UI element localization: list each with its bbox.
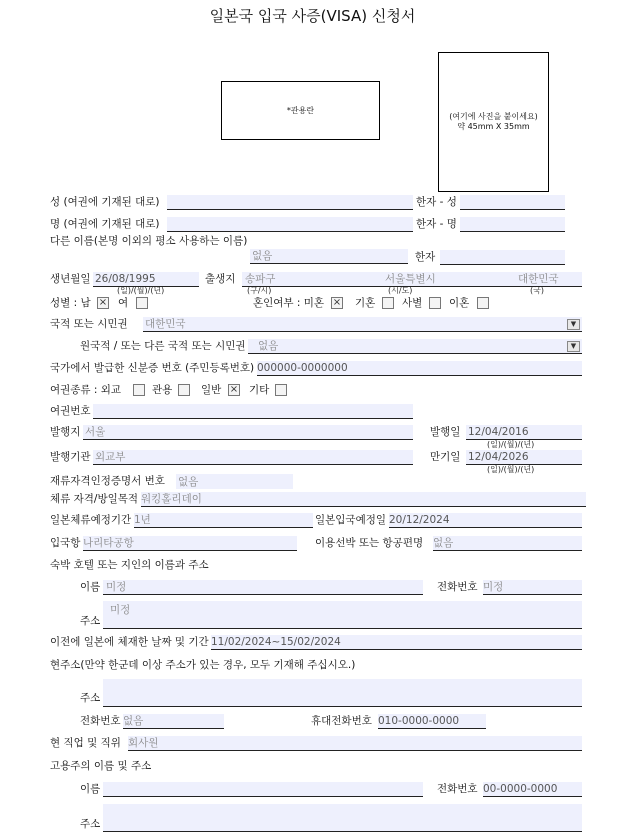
- home-phone-field[interactable]: [123, 714, 224, 729]
- photo-instruction: (여기에 사진을 붙이세요): [449, 112, 538, 121]
- ship-flight-value: 없음: [433, 537, 454, 549]
- current-address-label: 주소: [80, 692, 101, 704]
- sex-label: 성별 : 남: [50, 297, 91, 309]
- current-address-heading: 현주소(만약 한군데 이상 주소가 있는 경우, 모두 기재해 주십시오.): [50, 659, 356, 671]
- gu-si-hint: (구/시): [247, 286, 272, 295]
- nationality-value: 대한민국: [145, 318, 186, 330]
- given-name-field[interactable]: [167, 217, 413, 232]
- issuing-authority-label: 발행기관: [50, 451, 91, 463]
- occupation-label: 현 직업 및 직위: [50, 737, 121, 749]
- diplomatic-checkbox[interactable]: [133, 384, 145, 396]
- national-id-field[interactable]: [257, 361, 582, 376]
- photo-size: 약 45mm X 35mm: [457, 122, 530, 131]
- surname-field[interactable]: [167, 195, 413, 210]
- hanja-other-field[interactable]: [440, 250, 565, 265]
- surname-label: 성 (여권에 기재된 대로): [50, 196, 160, 208]
- hotel-section-heading: 숙박 호텔 또는 지인의 이름과 주소: [50, 559, 209, 571]
- employer-section-heading: 고용주의 이름 및 주소: [50, 760, 152, 772]
- home-phone-value: 없음: [123, 715, 144, 727]
- female-label: 여: [118, 297, 129, 309]
- previous-stays-field[interactable]: [211, 635, 582, 650]
- photo-box: [438, 52, 549, 192]
- intended-stay-label: 일본체류예정기간: [50, 514, 132, 526]
- occupation-value: 회사원: [128, 737, 159, 749]
- divorced-label: 이혼: [449, 297, 470, 309]
- other-type-label: 기타: [249, 384, 270, 396]
- widowed-checkbox[interactable]: [429, 297, 441, 309]
- former-nationality-select[interactable]: [248, 339, 582, 354]
- mobile-label: 휴대전화번호: [311, 715, 372, 727]
- purpose-value: 워킹홀리데이: [141, 493, 202, 505]
- issuing-authority-value: 외교부: [95, 451, 126, 463]
- form-title: 일본국 입국 사증(VISA) 신청서: [209, 7, 416, 25]
- chevron-down-icon[interactable]: ▼: [567, 319, 580, 330]
- birth-country-value: 대한민국: [518, 273, 559, 285]
- mobile-field[interactable]: [378, 714, 486, 729]
- coe-no-label: 재류자격인정증명서 번호: [50, 475, 165, 487]
- employer-phone-value: 00-0000-0000: [483, 783, 558, 795]
- married-label: 기혼: [355, 297, 376, 309]
- place-of-issue-field[interactable]: [83, 425, 413, 440]
- date-of-issue-label: 발행일: [430, 426, 461, 438]
- country-hint: (국): [530, 286, 544, 295]
- hotel-address-field[interactable]: [103, 601, 582, 629]
- hotel-address-value: 미정: [110, 604, 131, 616]
- employer-name-field[interactable]: [103, 782, 423, 797]
- passport-no-field[interactable]: [93, 404, 413, 419]
- birth-si-value: 서울특별시: [385, 273, 436, 285]
- occupation-field[interactable]: [128, 736, 582, 751]
- other-names-label: 다른 이름(본명 이외의 평소 사용하는 이름): [50, 235, 248, 247]
- other-names-value: 없음: [252, 250, 273, 262]
- other-names-field[interactable]: [250, 249, 408, 264]
- date-of-expiry-value: 12/04/2026: [468, 451, 529, 463]
- female-checkbox[interactable]: [136, 297, 148, 309]
- hanja-given-field[interactable]: [460, 217, 565, 232]
- hotel-phone-value: 미정: [483, 581, 504, 593]
- previous-stays-value: 11/02/2024~15/02/2024: [211, 636, 341, 648]
- employer-name-label: 이름: [80, 783, 101, 795]
- port-of-entry-value: 나리타공항: [83, 537, 134, 549]
- hanja-given-label: 한자 - 명: [416, 218, 457, 230]
- employer-address-field[interactable]: [103, 804, 582, 832]
- dob-format-hint: (일)/(월)/(년): [117, 286, 165, 295]
- hotel-name-value: 미정: [106, 581, 127, 593]
- birthplace-field[interactable]: [242, 272, 582, 287]
- hotel-name-label: 이름: [80, 581, 101, 593]
- ordinary-checkbox[interactable]: ×: [229, 384, 239, 395]
- former-nationality-label: 원국적 / 또는 다른 국적 또는 시민권: [80, 340, 246, 352]
- employer-address-label: 주소: [80, 818, 101, 830]
- date-of-expiry-field[interactable]: [466, 450, 582, 465]
- coe-no-field[interactable]: [176, 474, 293, 489]
- issue-date-hint: (일)/(월)/(년): [487, 440, 535, 449]
- married-checkbox[interactable]: [382, 297, 394, 309]
- ship-flight-label: 이용선박 또는 항공편명: [315, 537, 424, 549]
- place-of-issue-label: 발행지: [50, 426, 81, 438]
- hanja-surname-label: 한자 - 성: [416, 196, 457, 208]
- ship-flight-field[interactable]: [433, 536, 582, 551]
- national-id-label: 국가에서 발급한 신분증 번호 (주민등록번호): [50, 362, 255, 374]
- date-of-issue-value: 12/04/2016: [468, 426, 529, 438]
- coe-no-value: 없음: [178, 476, 199, 488]
- si-do-hint: (시/도): [388, 286, 413, 295]
- previous-stays-label: 이전에 일본에 체재한 날짜 및 기간: [50, 636, 209, 648]
- dob-label: 생년월일: [50, 273, 91, 285]
- hotel-phone-field[interactable]: [483, 580, 582, 595]
- hotel-address-label: 주소: [80, 615, 101, 627]
- expiry-date-hint: (일)/(월)/(년): [487, 465, 535, 474]
- purpose-label: 체류 자격/방일목적: [50, 493, 139, 505]
- hanja-label: 한자: [415, 251, 436, 263]
- chevron-down-icon[interactable]: ▼: [567, 341, 580, 352]
- nationality-label: 국적 또는 시민권: [50, 318, 128, 330]
- single-checkbox[interactable]: ×: [332, 297, 342, 308]
- hanja-surname-field[interactable]: [460, 195, 565, 210]
- employer-phone-label: 전화번호: [437, 783, 478, 795]
- birthplace-label: 출생지: [205, 273, 236, 285]
- place-of-issue-value: 서울: [85, 426, 106, 438]
- official-use-box: [221, 81, 380, 140]
- official-use-label: *관용란: [286, 105, 315, 115]
- issuing-authority-field[interactable]: [93, 450, 413, 465]
- passport-type-label: 여권종류 : 외교: [50, 384, 122, 396]
- nationality-select[interactable]: [143, 317, 582, 332]
- official-checkbox[interactable]: [178, 384, 190, 396]
- dob-value: 26/08/1995: [95, 273, 156, 285]
- national-id-value: 000000-0000000: [257, 362, 348, 374]
- dob-field[interactable]: [93, 272, 199, 287]
- ordinary-label: 일반: [201, 384, 222, 396]
- other-type-checkbox[interactable]: [275, 384, 287, 396]
- intended-stay-field[interactable]: [134, 513, 313, 528]
- purpose-field[interactable]: [141, 492, 586, 507]
- divorced-checkbox[interactable]: [477, 297, 489, 309]
- port-of-entry-label: 입국항: [50, 537, 81, 549]
- home-phone-label: 전화번호: [80, 715, 121, 727]
- hotel-phone-label: 전화번호: [437, 581, 478, 593]
- intended-stay-value: 1년: [134, 514, 151, 526]
- arrival-date-field[interactable]: [389, 513, 582, 528]
- employer-phone-field[interactable]: [483, 782, 582, 797]
- arrival-date-label: 일본입국예정일: [315, 514, 387, 526]
- male-checkbox[interactable]: ×: [98, 297, 108, 308]
- official-label: 관용: [152, 384, 173, 396]
- current-address-field[interactable]: [103, 679, 582, 707]
- passport-no-label: 여권번호: [50, 405, 91, 417]
- former-nationality-value: 없음: [258, 340, 279, 352]
- mobile-value: 010-0000-0000: [378, 715, 460, 727]
- arrival-date-value: 20/12/2024: [389, 514, 450, 526]
- date-of-expiry-label: 만기일: [430, 451, 461, 463]
- port-of-entry-field[interactable]: [83, 536, 297, 551]
- marital-label: 혼인여부 : 미혼: [253, 297, 325, 309]
- hotel-name-field[interactable]: [103, 580, 423, 595]
- widowed-label: 사별: [402, 297, 423, 309]
- date-of-issue-field[interactable]: [466, 425, 582, 440]
- birth-gu-value: 송파구: [245, 273, 276, 285]
- given-name-label: 명 (여권에 기재된 대로): [50, 218, 160, 230]
